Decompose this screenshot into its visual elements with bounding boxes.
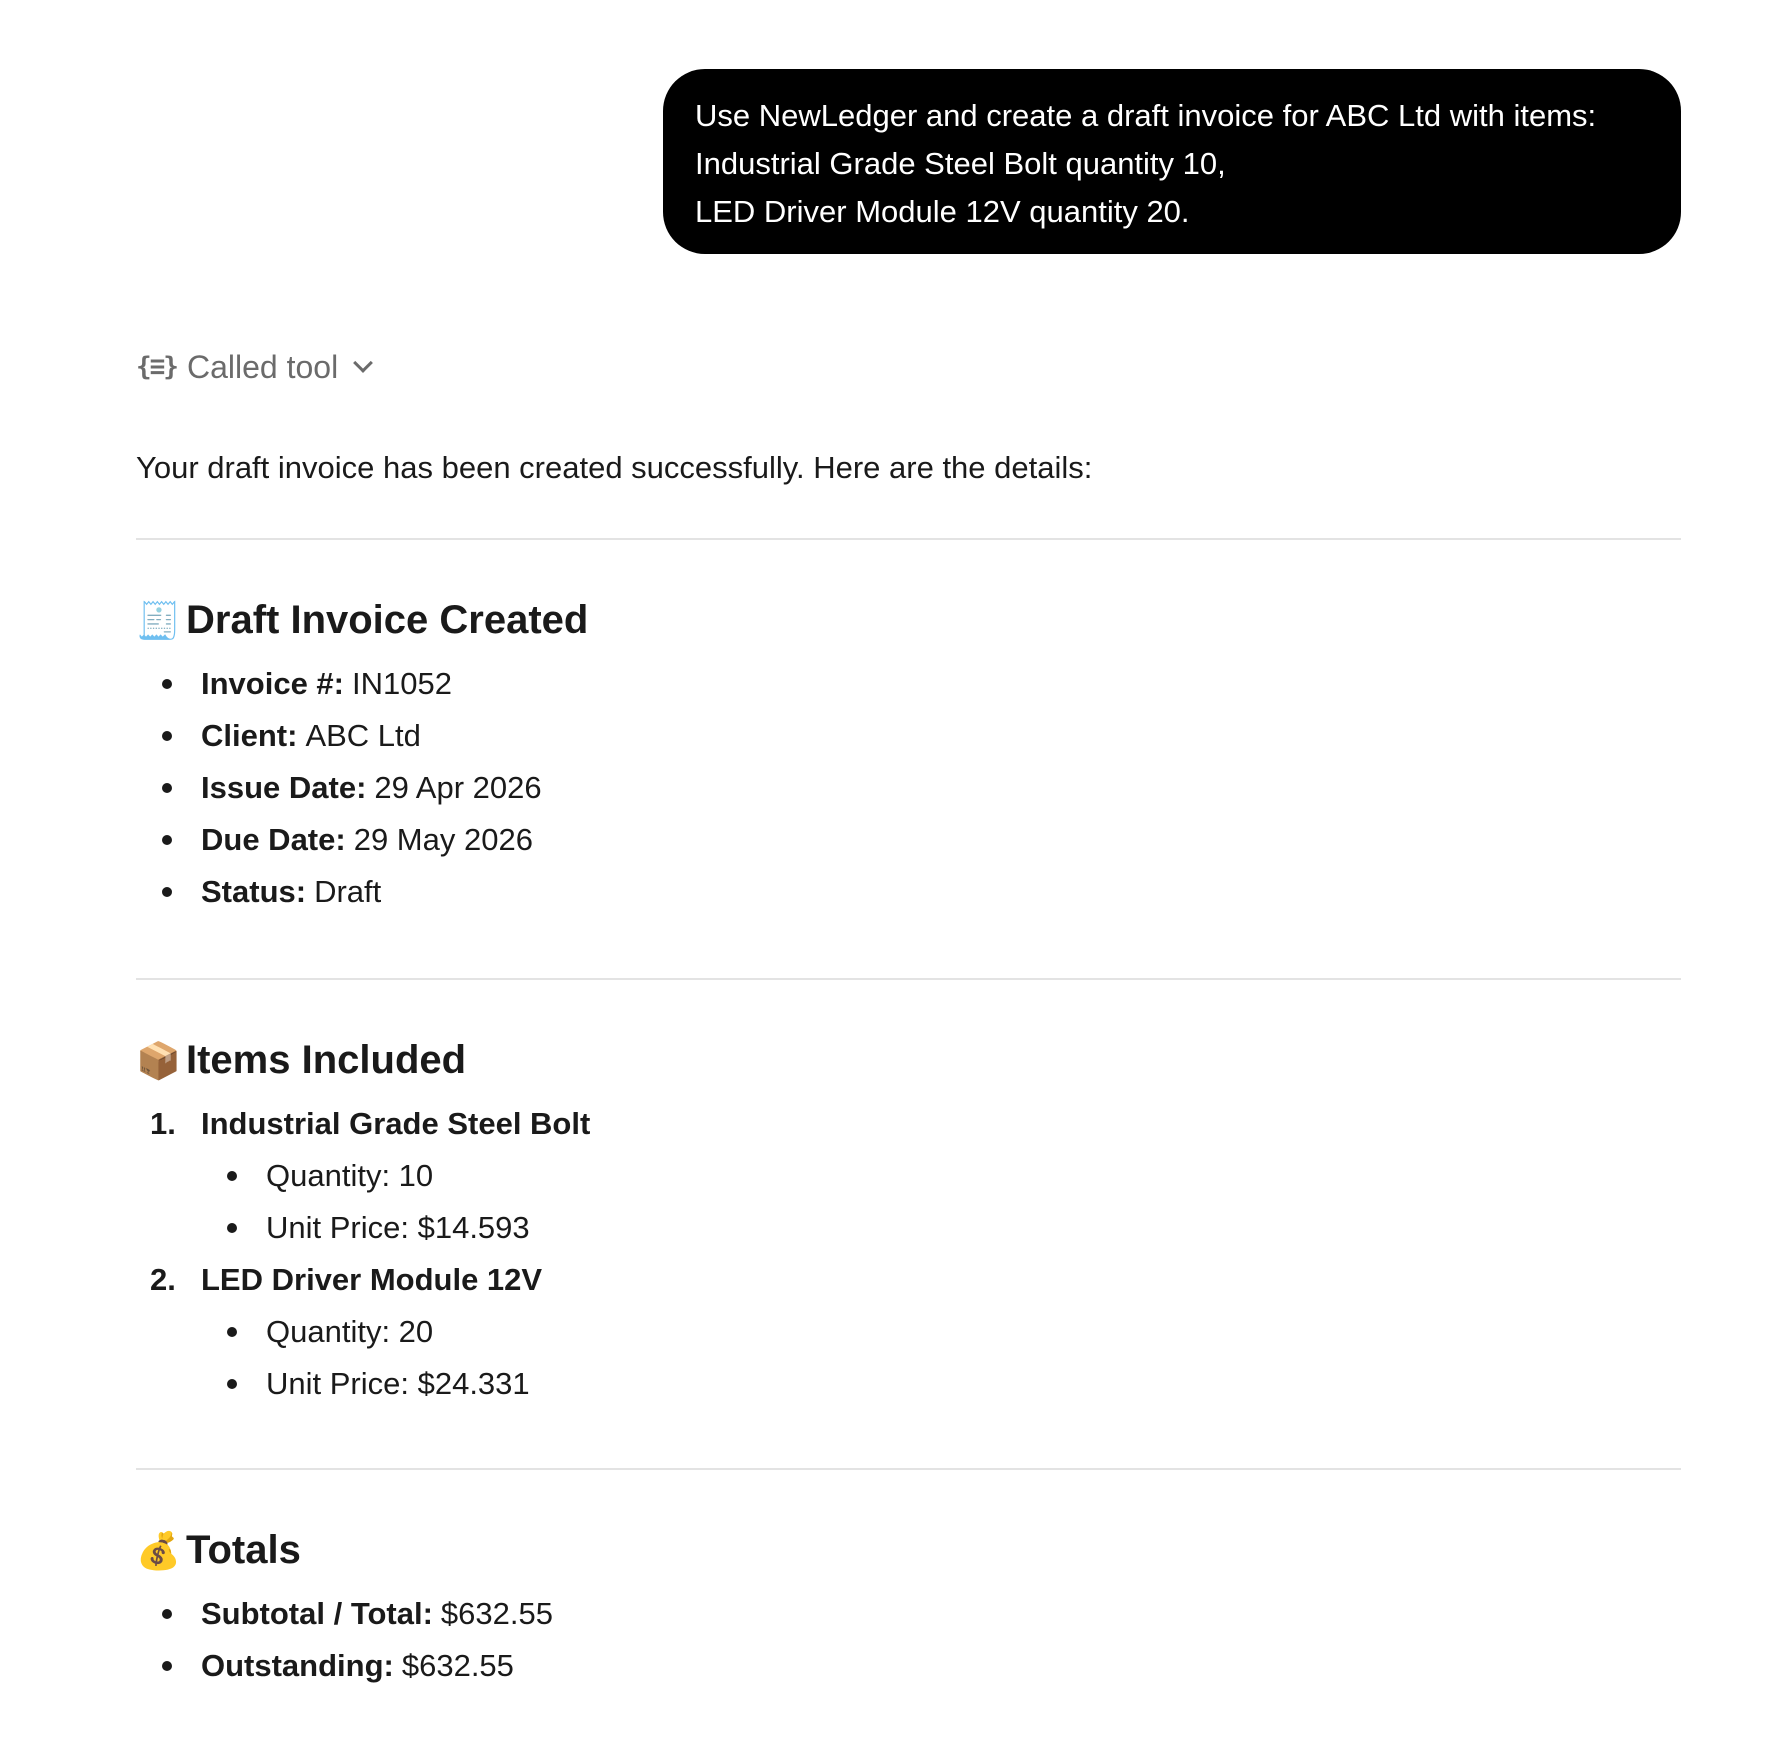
item-quantity: Quantity: 20 xyxy=(266,1314,434,1349)
list-item xyxy=(136,1640,553,1692)
package-icon: 📦 xyxy=(136,1039,181,1081)
field-label: Status: xyxy=(201,874,307,909)
field-label: Client: xyxy=(201,718,298,753)
item-unit-price: Unit Price: $14.593 xyxy=(266,1210,530,1245)
item-unit-price: Unit Price: $24.331 xyxy=(266,1366,530,1401)
invoice-details-list xyxy=(136,658,542,918)
list-item xyxy=(136,814,542,866)
user-message-line: LED Driver Module 12V quantity 20. xyxy=(695,194,1190,229)
field-value: $632.55 xyxy=(440,1596,553,1631)
user-message-line: Use NewLedger and create a draft invoice for ABC Ltd with items: xyxy=(695,98,1597,133)
called-tool-label: Called tool xyxy=(186,348,339,385)
section-title-text: Draft Invoice Created xyxy=(186,598,589,642)
item-quantity: Quantity: 10 xyxy=(266,1158,434,1193)
bullet-icon xyxy=(136,783,201,793)
tool-braces-icon: {≡} xyxy=(136,352,177,382)
bullet-icon xyxy=(136,731,201,741)
assistant-intro-text: Your draft invoice has been created successfully. Here are the details: xyxy=(136,450,1093,485)
section-title-invoice xyxy=(136,598,588,643)
divider xyxy=(136,538,1681,540)
field-label: Invoice #: xyxy=(201,666,344,701)
user-message-bubble xyxy=(663,69,1681,254)
field-value: 29 Apr 2026 xyxy=(374,770,542,805)
field-value: ABC Ltd xyxy=(305,718,421,753)
chevron-down-icon xyxy=(353,353,373,373)
section-title-totals xyxy=(136,1528,301,1573)
list-item xyxy=(136,1098,590,1150)
bullet-icon xyxy=(201,1223,266,1233)
field-value: Draft xyxy=(314,874,382,909)
list-item xyxy=(136,1588,553,1640)
section-title-text: Totals xyxy=(186,1528,301,1572)
list-item xyxy=(136,762,542,814)
totals-list xyxy=(136,1588,553,1692)
list-item xyxy=(136,866,542,918)
bullet-icon xyxy=(136,835,201,845)
bullet-icon xyxy=(136,1609,201,1619)
field-label: Due Date: xyxy=(201,822,346,857)
items-list xyxy=(136,1098,590,1410)
field-label: Issue Date: xyxy=(201,770,367,805)
receipt-icon: 🧾 xyxy=(136,599,181,641)
bullet-icon xyxy=(136,679,201,689)
divider xyxy=(136,1468,1681,1470)
bullet-icon xyxy=(201,1327,266,1337)
list-item xyxy=(136,1254,590,1306)
item-number: 2. xyxy=(150,1262,176,1297)
item-name: LED Driver Module 12V xyxy=(201,1262,543,1297)
section-title-items xyxy=(136,1038,466,1083)
field-value: IN1052 xyxy=(352,666,452,701)
list-item xyxy=(136,658,542,710)
bullet-icon xyxy=(136,887,201,897)
list-item xyxy=(136,1358,590,1410)
called-tool-toggle[interactable] xyxy=(136,344,370,390)
bullet-icon xyxy=(201,1171,266,1181)
list-item xyxy=(136,710,542,762)
user-message-line: Industrial Grade Steel Bolt quantity 10, xyxy=(695,146,1226,181)
list-item xyxy=(136,1306,590,1358)
list-item xyxy=(136,1150,590,1202)
field-label: Outstanding: xyxy=(201,1648,394,1683)
bullet-icon xyxy=(136,1661,201,1671)
field-value: 29 May 2026 xyxy=(353,822,533,857)
bullet-icon xyxy=(201,1379,266,1389)
item-name: Industrial Grade Steel Bolt xyxy=(201,1106,591,1141)
section-title-text: Items Included xyxy=(186,1038,467,1082)
item-number: 1. xyxy=(150,1106,176,1141)
list-item xyxy=(136,1202,590,1254)
money-bag-icon: 💰 xyxy=(136,1529,181,1571)
divider xyxy=(136,978,1681,980)
field-value: $632.55 xyxy=(401,1648,514,1683)
field-label: Subtotal / Total: xyxy=(201,1596,433,1631)
